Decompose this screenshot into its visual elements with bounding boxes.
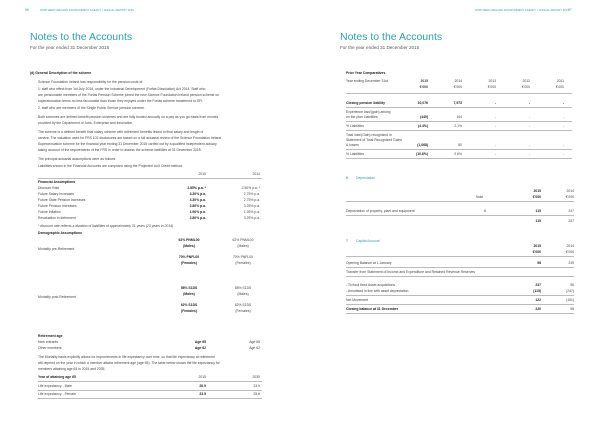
prior-row-label: Statement of Total Recognised Gains bbox=[346, 138, 402, 142]
le-col-2015: 2015 bbox=[198, 375, 206, 379]
cap-opening-label: Opening Balance at 1 January bbox=[346, 261, 392, 265]
assumption-2014: 2.75% p.a. bbox=[243, 192, 260, 196]
prior-row-value: - bbox=[562, 115, 564, 119]
prior-row-label: % Liabilities bbox=[346, 152, 364, 156]
prior-unit-col: €'000 bbox=[487, 85, 496, 89]
divider bbox=[346, 93, 572, 94]
divider bbox=[38, 398, 262, 399]
cap-net-2014: (151) bbox=[566, 298, 574, 302]
col-header-2015: 2015 bbox=[198, 172, 206, 176]
life-expectancy-2015: 23.5 bbox=[199, 392, 206, 396]
prior-row-value: - bbox=[528, 115, 530, 119]
page-number: 97 bbox=[568, 8, 572, 12]
mortality-value: (Females) bbox=[181, 261, 197, 265]
cap-opening-2015: 98 bbox=[537, 261, 541, 265]
assumption-2015: 2.80% p.a. bbox=[189, 204, 206, 208]
prior-year-col: 2011 bbox=[556, 79, 564, 83]
page-subtitle: For the year ended 31 December 2015 bbox=[340, 45, 420, 50]
cap-opening-2014: 249 bbox=[568, 261, 574, 265]
divider bbox=[346, 215, 574, 216]
prior-row-value: (10.6%) bbox=[416, 152, 428, 156]
cap-col-2015: 2015 bbox=[533, 244, 541, 248]
depreciation-heading: Depreciation bbox=[356, 176, 376, 180]
retirement-age-heading: Retirement age bbox=[38, 334, 63, 338]
prior-year-col: 2013 bbox=[488, 79, 496, 83]
assumption-2015: 3.30% p.a. bbox=[189, 198, 206, 202]
life-expectancy-2035: 23.5 bbox=[253, 384, 260, 388]
assumption-2015: 2.85% p.a. * bbox=[187, 186, 206, 190]
page-title: Notes to the Accounts bbox=[30, 31, 133, 43]
cap-amort-label: - Amortised in line with asset depreciation bbox=[346, 289, 409, 293]
discount-note: * discount rate reflects a duration of liabilities of approximately 31 years (23 years in 2014) bbox=[38, 224, 174, 228]
divider bbox=[38, 178, 262, 179]
assumption-2014: 3.25% p.a. bbox=[243, 204, 260, 208]
assumption-2014: 2.50% p.a. * bbox=[241, 186, 260, 190]
retirement-2015: Age 62 bbox=[194, 346, 206, 350]
depreciation-number: 6 bbox=[346, 176, 348, 180]
cap-closing-2015: 220 bbox=[535, 307, 541, 311]
prior-row-label: % Liabilities bbox=[346, 124, 364, 128]
intro-text: Science Foundation Ireland has responsibility for the pension costs of: bbox=[38, 80, 144, 84]
life-expectancy-2035: 25.6 bbox=[253, 392, 260, 396]
para-line: members attaining age 65 in 2015 and 2035. bbox=[38, 367, 106, 371]
para-line: Superannuation scheme for the financial year ending 31 December 2015 carried out by a qualified independent actuary bbox=[38, 142, 217, 146]
prior-row-value: - bbox=[494, 115, 496, 119]
prior-row-value: - bbox=[494, 124, 496, 128]
para-line: The scheme is a defined benefit final salary scheme with retirement benefits linked to final salary and length of bbox=[38, 130, 204, 134]
divider bbox=[38, 390, 262, 391]
cap-col-2014: 2014 bbox=[566, 244, 574, 248]
item-line: 2. staff who are members of the Single Public Service pension scheme. bbox=[38, 106, 145, 110]
prior-year-heading: Prior Year Comparatives bbox=[346, 71, 386, 75]
prior-year-col: 2014 bbox=[454, 79, 462, 83]
retirement-label: Other members bbox=[38, 346, 62, 350]
mortality-value: (Males) bbox=[237, 292, 249, 296]
divider bbox=[346, 130, 572, 131]
prior-row-value: 164 bbox=[456, 115, 462, 119]
mortality-value: 62% PNML00 bbox=[178, 238, 200, 242]
assumption-label: Future State Pension Increases bbox=[38, 198, 86, 202]
mortality-pre-label: Mortality pre-Retirement bbox=[38, 247, 75, 251]
prior-year-col: 2012 bbox=[522, 79, 530, 83]
assumption-2015: 2.80% p.a. bbox=[189, 216, 206, 220]
mortality-value: (Males) bbox=[183, 244, 195, 248]
prior-row-label: on the plan Liabilities bbox=[346, 115, 378, 119]
prior-year-label: Year ending December 31st bbox=[346, 79, 388, 83]
dep-col-2014: 2014 bbox=[566, 189, 574, 193]
dep-total-2014: 247 bbox=[568, 219, 574, 223]
prior-unit-col: €'000 bbox=[555, 85, 564, 89]
retirement-2015: Age 65 bbox=[194, 340, 206, 344]
assumption-label: Future Inflation bbox=[38, 210, 61, 214]
cap-unit-2014: €'000 bbox=[565, 250, 574, 254]
dep-row-label: Depreciation of property, plant and equipment bbox=[346, 209, 415, 213]
cap-amort-2015: (115) bbox=[533, 289, 541, 293]
dep-col-2015: 2015 bbox=[533, 189, 541, 193]
prior-row-value: - bbox=[562, 152, 564, 156]
life-expectancy-label: Life expectancy - Female bbox=[38, 392, 76, 396]
divider bbox=[346, 201, 574, 202]
demographic-heading: Demographic Assumptions bbox=[38, 231, 82, 235]
life-expectancy-2015: 20.9 bbox=[199, 384, 206, 388]
divider bbox=[346, 256, 574, 257]
assumption-label: Future Salary Increases bbox=[38, 192, 74, 196]
item-line: 1. staff who effect from 1st July 2016, under the Industrial Development (Forfás Dissolution) Act 2014. Staff who bbox=[38, 87, 206, 91]
mortality-value: 62% PNML00 bbox=[232, 238, 254, 242]
cap-amort-2014: (247) bbox=[566, 289, 574, 293]
life-expectancy-label: Life expectancy - Male bbox=[38, 384, 72, 388]
life-expectancy-heading: Year of attaining age 65 bbox=[38, 375, 76, 379]
assumption-2015: 1.90% p.a. bbox=[189, 210, 206, 214]
assumption-label: Revaluation in deferment bbox=[38, 216, 76, 220]
divider bbox=[346, 276, 574, 277]
item-line: are pensionable members of the Forfás Pension Scheme joined the new Science Foundation Ireland pension scheme on bbox=[38, 93, 220, 97]
divider bbox=[346, 107, 572, 108]
para-line: Both schemes are defined benefit pension schemes and are fully funded annually on a pay as you go basis from monies bbox=[38, 115, 219, 119]
prior-row-value: - bbox=[528, 101, 530, 105]
dep-row-2015: 115 bbox=[535, 209, 541, 213]
prior-unit-col: €'000 bbox=[521, 85, 530, 89]
capital-heading: Capital Account bbox=[356, 239, 380, 243]
prior-row-value: - bbox=[562, 124, 564, 128]
divider bbox=[346, 313, 574, 314]
cap-fund-2014: 96 bbox=[570, 283, 574, 287]
mortality-value: 70% PNFL00 bbox=[178, 255, 200, 259]
cap-transfer-label: Transfer from Statement of Income and Expenditure and Retained Revenue Reserves bbox=[346, 270, 475, 274]
right-page bbox=[300, 0, 600, 424]
mortality-value: (Females) bbox=[181, 309, 197, 313]
cap-closing-2014: 98 bbox=[570, 307, 574, 311]
dep-row-2014: 247 bbox=[568, 209, 574, 213]
prior-row-value: 10,076 bbox=[417, 101, 428, 105]
prior-row-value: (1,068) bbox=[417, 143, 428, 147]
prior-unit-col: €'000 bbox=[419, 85, 428, 89]
prior-row-value: - bbox=[562, 143, 564, 147]
page-number: 96 bbox=[25, 8, 29, 12]
divider bbox=[346, 158, 572, 159]
mortality-value: 62% S1DS bbox=[180, 303, 198, 307]
capital-number: 7 bbox=[346, 239, 348, 243]
dep-total-2015: 115 bbox=[535, 219, 541, 223]
divider bbox=[346, 121, 572, 122]
cap-fund-label: - To fund fixed Asset acquisitions bbox=[346, 283, 396, 287]
cap-net-label: Net Movement bbox=[346, 298, 369, 302]
prior-unit-col: €'000 bbox=[453, 85, 462, 89]
para-line: provided by the Department of Jobs, Enterprise and Innovation. bbox=[38, 121, 134, 125]
running-header: NORTHERN IRELAND ENVIRONMENT AGENCY | ANNUAL REPORT 2015 bbox=[40, 9, 134, 12]
retirement-2014: Age 62 bbox=[249, 346, 260, 350]
item-line: superannuation terms no less favourable than those they enjoyed under the Forfás scheme transferred to SFI. bbox=[38, 99, 204, 103]
assumption-2014: 1.25% p.a. bbox=[243, 210, 260, 214]
para-line: taking account of the requirements of the FRS in order to assess the scheme liabilities at 31 December 2015. bbox=[38, 148, 202, 152]
le-col-2035: 2035 bbox=[252, 375, 260, 379]
dep-row-note: 8 bbox=[484, 209, 486, 213]
prior-row-value: - bbox=[494, 143, 496, 147]
divider bbox=[346, 295, 574, 296]
para-line: The Mortality basis explicitly allows for improvements in life expectancy over time, so that life expectancy at retirement bbox=[38, 355, 215, 359]
financial-assumptions-heading: Financial Assumptions bbox=[38, 180, 75, 184]
prior-row-value: 7,973 bbox=[453, 101, 462, 105]
mortality-value: 58% S1DS bbox=[180, 286, 198, 290]
cap-unit-2015: €'000 bbox=[532, 250, 541, 254]
prior-row-value: - bbox=[494, 152, 496, 156]
prior-row-label: Total loss/(Gain) recognised in bbox=[346, 133, 392, 137]
mortality-value: (Females) bbox=[235, 309, 251, 313]
running-header: NORTHERN IRELAND ENVIRONMENT AGENCY | ANNUAL REPORT 2015 bbox=[475, 9, 569, 12]
assumption-2015: 3.30% p.a. bbox=[189, 192, 206, 196]
prior-row-value: (4.4%) bbox=[418, 124, 428, 128]
mortality-value: (Males) bbox=[237, 244, 249, 248]
mortality-value: 62% S1DS bbox=[234, 303, 252, 307]
retirement-2014: Age 65 bbox=[249, 340, 260, 344]
prior-row-value: - bbox=[562, 101, 564, 105]
para-line: Liabilities shown in the Financial Accounts are computed using the Projected Unit Credit method. bbox=[38, 164, 183, 168]
prior-row-value: - bbox=[528, 124, 530, 128]
prior-row-label: & losses bbox=[346, 143, 359, 147]
divider bbox=[346, 149, 572, 150]
cap-closing-label: Closing balance at 31 December bbox=[346, 307, 399, 311]
para-line: service. The valuation used for FRS 102 disclosures are based on a full actuarial review of the Science Foundation Ireland bbox=[38, 136, 222, 140]
retirement-label: New entrants bbox=[38, 340, 58, 344]
assumption-2014: 2.75% p.a. bbox=[243, 198, 260, 202]
prior-row-value: (449) bbox=[420, 115, 428, 119]
prior-row-value: 80 bbox=[458, 143, 462, 147]
divider bbox=[38, 381, 262, 382]
prior-row-value: 2.1% bbox=[454, 124, 462, 128]
mortality-value: 70% PNFL00 bbox=[232, 255, 254, 259]
para-line: will depend on the year in which a member attains retirement age (age 65). The table below shows the life expectancy for bbox=[38, 361, 220, 365]
divider bbox=[346, 304, 574, 305]
page-subtitle: For the year ended 31 December 2015 bbox=[30, 45, 110, 50]
dep-note-col: Note bbox=[476, 195, 484, 199]
page-title: Notes to the Accounts bbox=[340, 31, 443, 43]
assumption-2014: 3.25% p.a. bbox=[243, 216, 260, 220]
prior-row-value: 0.6% bbox=[454, 152, 462, 156]
col-header-2014: 2014 bbox=[252, 172, 260, 176]
mortality-value: (Males) bbox=[183, 292, 195, 296]
prior-row-value: - bbox=[528, 143, 530, 147]
dep-unit-2015: €'000 bbox=[532, 195, 541, 199]
assumption-label: Future Pension Increases bbox=[38, 204, 77, 208]
assumption-label: Discount Rate bbox=[38, 186, 60, 190]
cap-fund-2015: 237 bbox=[535, 283, 541, 287]
divider bbox=[346, 267, 574, 268]
prior-year-col: 2015 bbox=[420, 79, 428, 83]
mortality-value: 58% S1DS bbox=[234, 286, 252, 290]
prior-row-label: Closing pension liability bbox=[346, 101, 385, 105]
cap-net-2015: 122 bbox=[535, 298, 541, 302]
dep-unit-2014: €'000 bbox=[565, 195, 574, 199]
para-line: The principal actuarial assumptions were as follows bbox=[38, 157, 116, 161]
prior-row-label: Experience loss/(gain) arising bbox=[346, 110, 391, 114]
section-heading: (d) General Description of the scheme bbox=[30, 71, 92, 75]
mortality-value: (Females) bbox=[235, 261, 251, 265]
prior-row-value: - bbox=[528, 152, 530, 156]
mortality-post-label: Mortality post-Retirement bbox=[38, 295, 76, 299]
prior-row-value: - bbox=[494, 101, 496, 105]
